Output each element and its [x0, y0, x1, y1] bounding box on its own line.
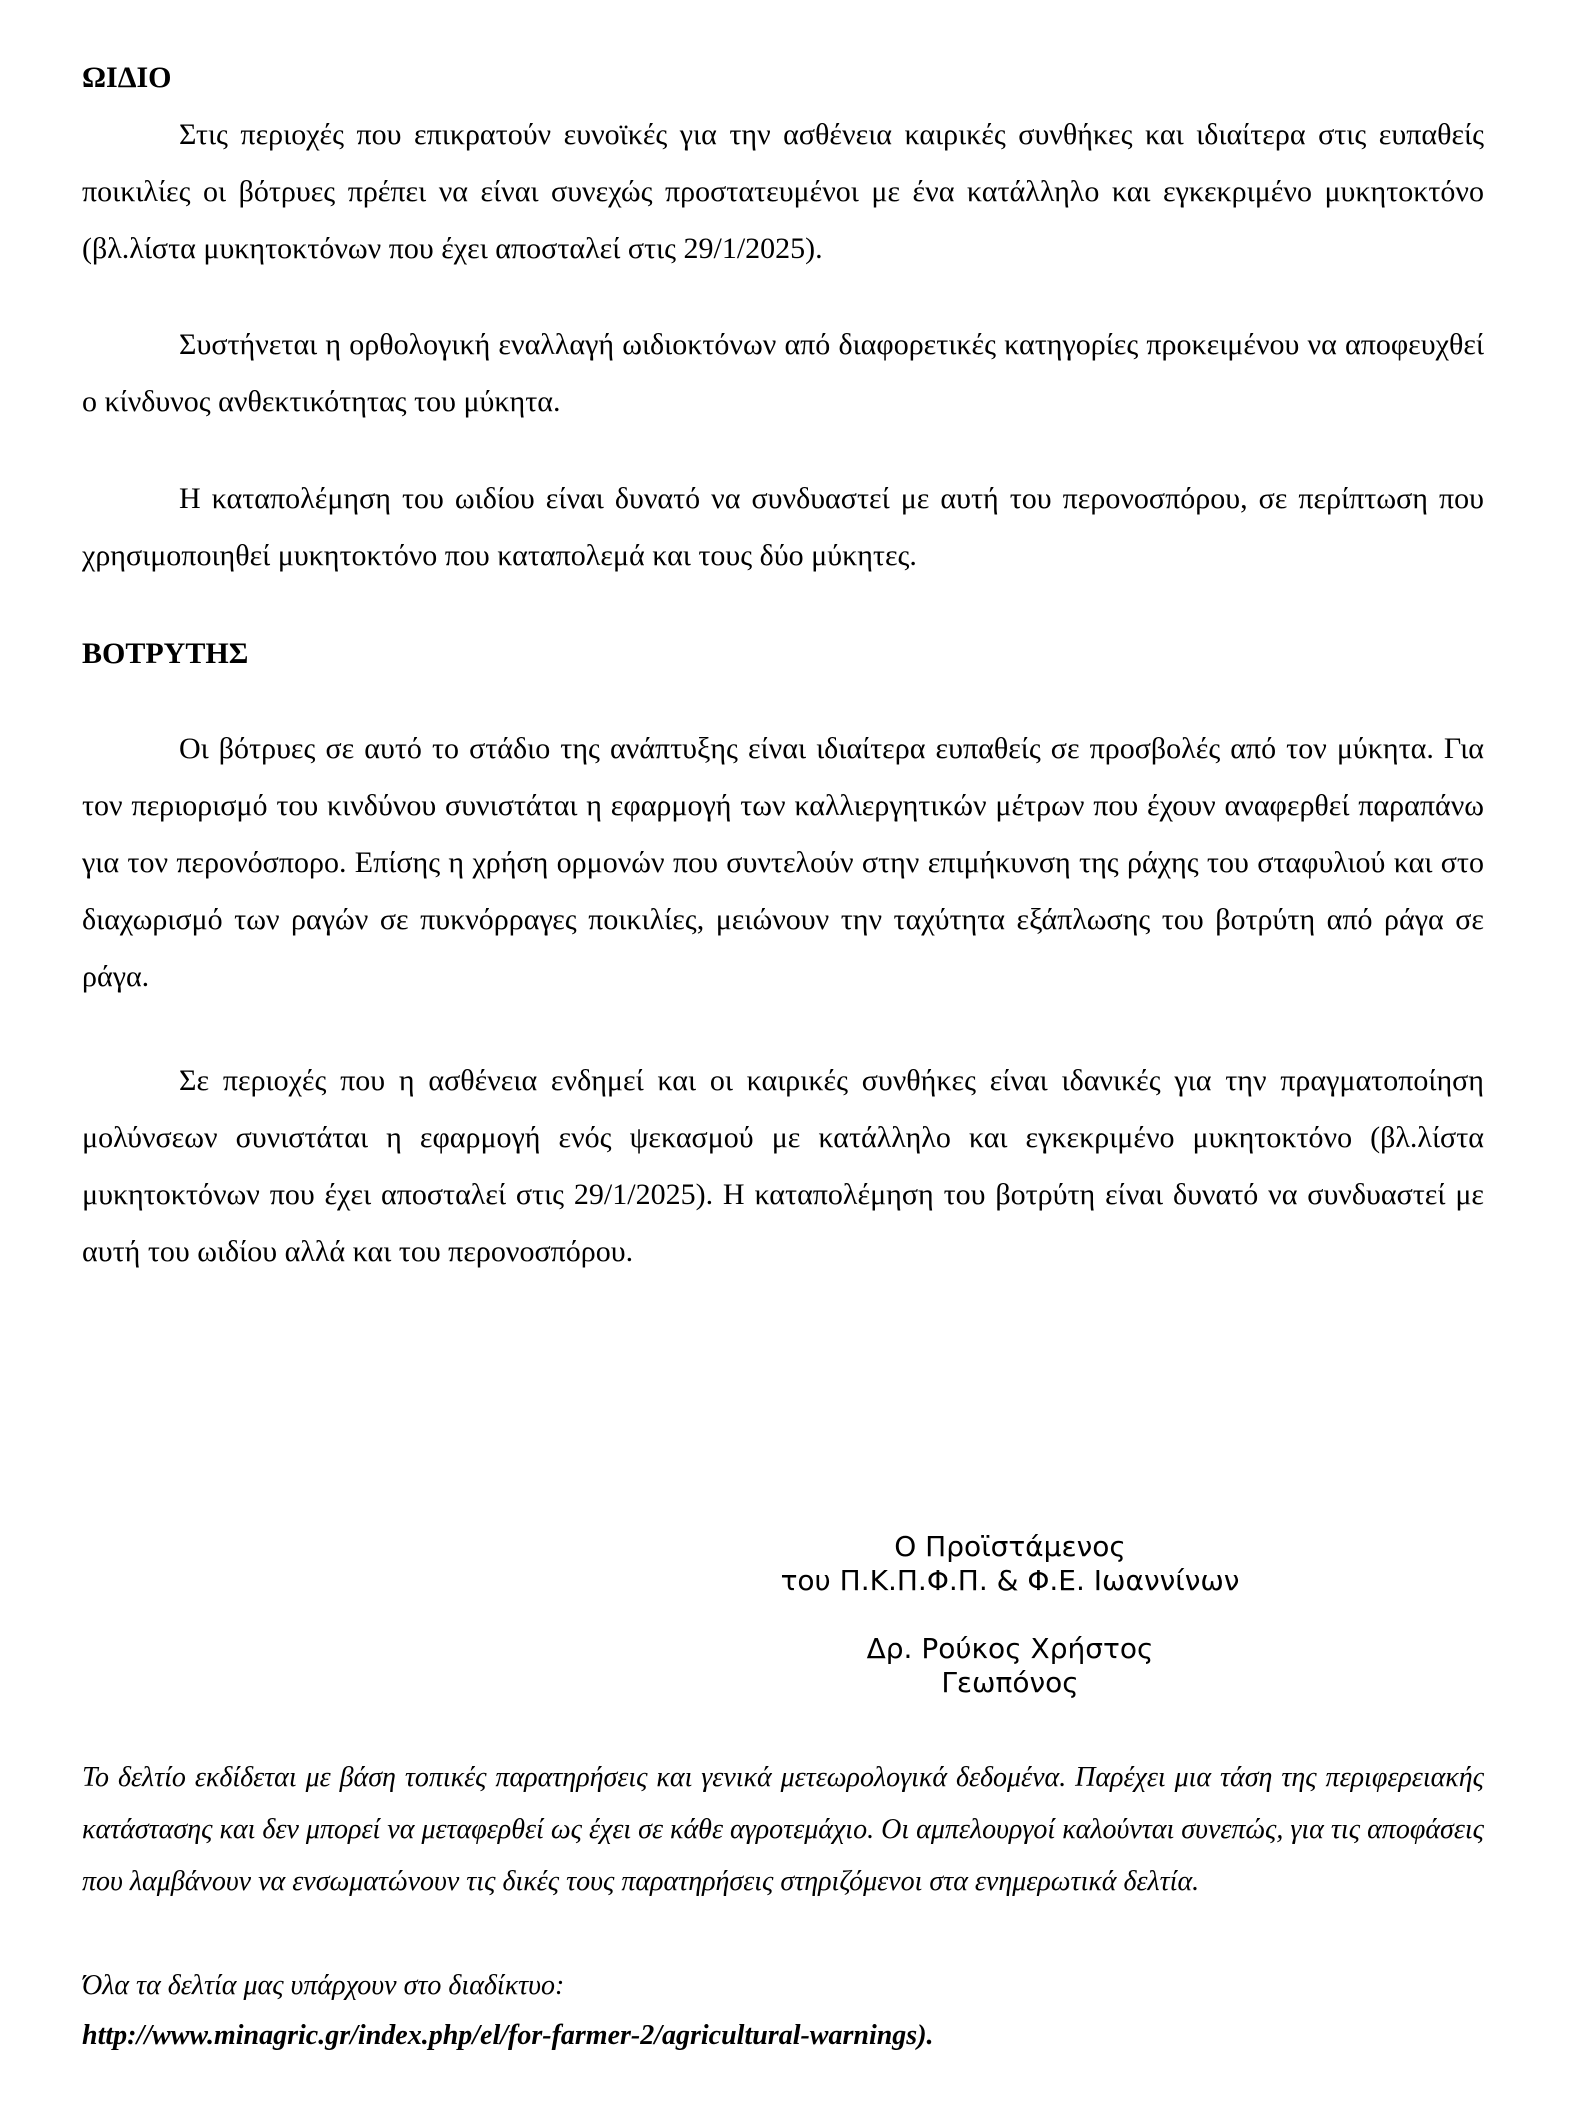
paragraph-oidio-3: Η καταπολέμηση του ωιδίου είναι δυνατό να συνδυαστεί με αυτή του περονοσπόρου, σε περίπτωση που χρησιμοποιηθεί μυκητοκτόνο που καταπολεμά και τους δύο μύκητες. — [82, 482, 1484, 572]
online-note: Όλα τα δελτία μας υπάρχουν στο διαδίκτυο: — [82, 1970, 565, 2001]
signature-role-line2: του Π.Κ.Π.Φ.Π. & Φ.Ε. Ιωαννίνων — [780, 1564, 1240, 1597]
disclaimer-text: Το δελτίο εκδίδεται με βάση τοπικές παρατηρήσεις και γενικά μετεωρολογικά δεδομένα. Παρέχει μια τάση της περιφερειακής κατάστασης και δεν μπορεί να μεταφερθεί ως έχει σε κάθε αγροτεμάχιο. Οι αμπελουργοί καλούνται συνεπώς, για τις αποφάσεις που λαμβάνουν να ενσωματώνουν τις δικές τους παρατηρήσεις στηριζόμενοι στα ενημερωτικά δελτία. — [82, 1762, 1484, 1897]
paragraph-oidio-1: Στις περιοχές που επικρατούν ευνοϊκές για την ασθένεια καιρικές συνθήκες και ιδιαίτερα στις ευπαθείς ποικιλίες οι βότρυες πρέπει να είναι συνεχώς προστατευμένοι με ένα κατάλληλο και εγκεκριμένο μυκητοκτόνο (βλ.λίστα μυκητοκτόνων που έχει αποσταλεί στις 29/1/2025). — [82, 118, 1484, 265]
paragraph-botrytis-2: Σε περιοχές που η ασθένεια ενδημεί και οι καιρικές συνθήκες είναι ιδανικές για την πραγματοποίηση μολύνσεων συνιστάται η εφαρμογή ενός ψεκασμού με κατάλληλο και εγκεκριμένο μυκητοκτόνο (βλ.λίστα μυκητοκτόνων που έχει αποσταλεί στις 29/1/2025). Η καταπολέμηση του βοτρύτη είναι δυνατό να συνδυαστεί με αυτή του ωιδίου αλλά και του περονοσπόρου. — [82, 1064, 1484, 1268]
signature-role-line1: Ο Προϊστάμενος — [894, 1530, 1126, 1563]
signature-title: Γεωπόνος — [941, 1666, 1079, 1699]
paragraph-oidio-2: Συστήνεται η ορθολογική εναλλαγή ωιδιοκτόνων από διαφορετικές κατηγορίες προκειμένου να αποφευχθεί ο κίνδυνος ανθεκτικότητας του μύκητα. — [82, 328, 1484, 418]
section-title-oidio: ΩΙΔΙΟ — [82, 61, 172, 94]
warnings-link[interactable]: http://www.minagric.gr/index.php/el/for-farmer-2/agricultural-warnings). — [82, 2020, 934, 2051]
paragraph-botrytis-1: Οι βότρυες σε αυτό το στάδιο της ανάπτυξης είναι ιδιαίτερα ευπαθείς σε προσβολές από τον μύκητα. Για τον περιορισμό του κινδύνου συνιστάται η εφαρμογή των καλλιεργητικών μέτρων που έχουν αναφερθεί παραπάνω για τον περονόσπορο. Επίσης η χρήση ορμονών που συντελούν στην επιμήκυνση της ράχης του σταφυλιού και στο διαχωρισμό των ραγών σε πυκνόρραγες ποικιλίες, μειώνουν την ταχύτητα εξάπλωσης του βοτρύτη από ράγα σε ράγα. — [82, 732, 1484, 993]
section-title-botrytis: ΒΟΤΡΥΤΗΣ — [82, 637, 249, 670]
signature-name: Δρ. Ρούκος Χρήστος — [866, 1632, 1154, 1665]
